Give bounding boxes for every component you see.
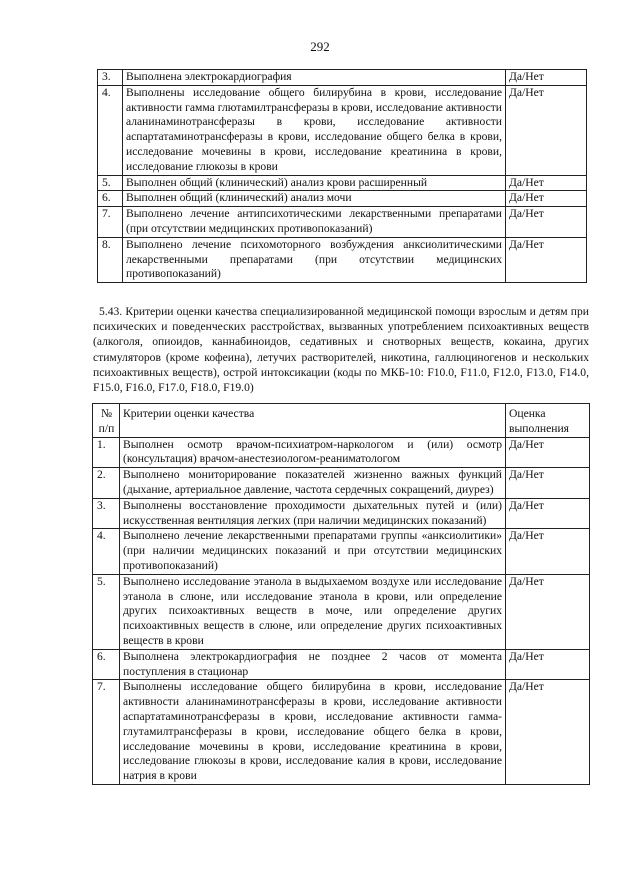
table-row bbox=[98, 237, 587, 282]
table-row bbox=[93, 498, 590, 529]
criterion-text: Выполнен общий (клинический) анализ мочи bbox=[123, 191, 506, 207]
row-number: 7. bbox=[98, 207, 123, 238]
grade-cell: Да/Нет bbox=[506, 175, 587, 191]
criterion-text: Выполнен осмотр врачом-психиатром-наркологом и (или) осмотр (консультация) врачом-анестезиологом-реаниматологом bbox=[120, 437, 506, 468]
page-number: 292 bbox=[310, 39, 330, 54]
row-number: 2. bbox=[93, 468, 120, 499]
grade-cell: Да/Нет bbox=[506, 468, 590, 499]
criterion-text: Выполнены восстановление проходимости дыхательных путей и (или) искусственная вентиляция легких (при наличии медицинских показаний) bbox=[120, 498, 506, 529]
grade-cell: Да/Нет bbox=[506, 498, 590, 529]
table-row bbox=[98, 207, 587, 238]
table-row bbox=[93, 529, 590, 574]
criterion-text: Выполнено лечение антипсихотическими лекарственными препаратами (при отсутствии медицинских противопоказаний) bbox=[123, 207, 506, 238]
row-number: 1. bbox=[93, 437, 120, 468]
criteria-table-continued bbox=[97, 69, 587, 283]
section-heading-paragraph: 5.43. Критерии оценки качества специализированной медицинской помощи взрослым и детям при психических и поведенческих расстройствах, вызванных употреблением психоактивных веществ (алкоголя, опиоидов, каннабиноидов, седативных и снотворных веществ, кокаина, других стимуляторов (кроме кофеина), летучих растворителей, никотина, галлюциногенов и нескольких психоактивных веществ), острой интоксикации (коды по МКБ-10: F10.0, F11.0, F12.0, F13.0, F14.0, F15.0, F16.0, F17.0, F18.0, F19.0) bbox=[93, 305, 589, 395]
table-row bbox=[93, 649, 590, 680]
table-row bbox=[98, 85, 587, 175]
row-number: 7. bbox=[93, 680, 120, 785]
table-row bbox=[98, 191, 587, 207]
table-row bbox=[93, 437, 590, 468]
criterion-text: Выполнена электрокардиография bbox=[123, 70, 506, 86]
table-row bbox=[98, 70, 587, 86]
row-number: 5. bbox=[98, 175, 123, 191]
criterion-text: Выполнена электрокардиография не позднее 2 часов от момента поступления в стационар bbox=[120, 649, 506, 680]
grade-cell: Да/Нет bbox=[506, 237, 587, 282]
row-number: 3. bbox=[93, 498, 120, 529]
criterion-text: Выполнено лечение психомоторного возбуждения анксиолитическими лекарственными препаратами (при отсутствии медицинских противопоказаний) bbox=[123, 237, 506, 282]
grade-cell: Да/Нет bbox=[506, 529, 590, 574]
column-header-number: № п/п bbox=[93, 404, 120, 438]
criterion-text: Выполнены исследование общего билирубина в крови, исследование активности гамма глютамилтрансферазы в крови, исследование активности аланинаминотрансферазы в крови, исследование активности аспартатаминотрансферазы в крови, исследование общего белка в крови, исследование мочевины в крови, исследование креатинина в крови, исследование глюкозы в крови bbox=[123, 85, 506, 175]
table-row bbox=[93, 680, 590, 785]
criterion-text: Выполнено мониторирование показателей жизненно важных функций (дыхание, артериальное давление, частота сердечных сокращений, диурез) bbox=[120, 468, 506, 499]
grade-cell: Да/Нет bbox=[506, 649, 590, 680]
table-row bbox=[98, 175, 587, 191]
row-number: 3. bbox=[98, 70, 123, 86]
criterion-text: Выполнен общий (клинический) анализ крови расширенный bbox=[123, 175, 506, 191]
criterion-text: Выполнено исследование этанола в выдыхаемом воздухе или исследование этанола в слюне, или исследование этанола в крови, или определение других психоактивных веществ в моче, или определение других психоактивных веществ в слюне, или определение других психоактивных веществ в крови bbox=[120, 574, 506, 649]
column-header-grade: Оценка выполнения bbox=[506, 404, 590, 438]
row-number: 4. bbox=[98, 85, 123, 175]
grade-cell: Да/Нет bbox=[506, 70, 587, 86]
grade-cell: Да/Нет bbox=[506, 437, 590, 468]
table-row bbox=[93, 468, 590, 499]
criteria-table bbox=[92, 403, 590, 785]
criterion-text: Выполнено лечение лекарственными препаратами группы «анксиолитики» (при наличии медицинских показаний и при отсутствии медицинских противопоказаний) bbox=[120, 529, 506, 574]
grade-cell: Да/Нет bbox=[506, 207, 587, 238]
row-number: 5. bbox=[93, 574, 120, 649]
row-number: 6. bbox=[93, 649, 120, 680]
criterion-text: Выполнены исследование общего билирубина в крови, исследование активности аланинаминотрансферазы в крови, исследование активности аспартатаминотрансферазы в крови, исследование активности гамма-глутамилтрансферазы в крови, исследование общего белка в крови, исследование мочевины в крови, исследование креатинина в крови, исследование глюкозы в крови, исследование калия в крови, исследование натрия в крови bbox=[120, 680, 506, 785]
grade-cell: Да/Нет bbox=[506, 85, 587, 175]
table-row bbox=[93, 574, 590, 649]
column-header-criteria: Критерии оценки качества bbox=[120, 404, 506, 438]
grade-cell: Да/Нет bbox=[506, 191, 587, 207]
table-header-row bbox=[93, 404, 590, 438]
row-number: 4. bbox=[93, 529, 120, 574]
grade-cell: Да/Нет bbox=[506, 680, 590, 785]
grade-cell: Да/Нет bbox=[506, 574, 590, 649]
row-number: 8. bbox=[98, 237, 123, 282]
row-number: 6. bbox=[98, 191, 123, 207]
